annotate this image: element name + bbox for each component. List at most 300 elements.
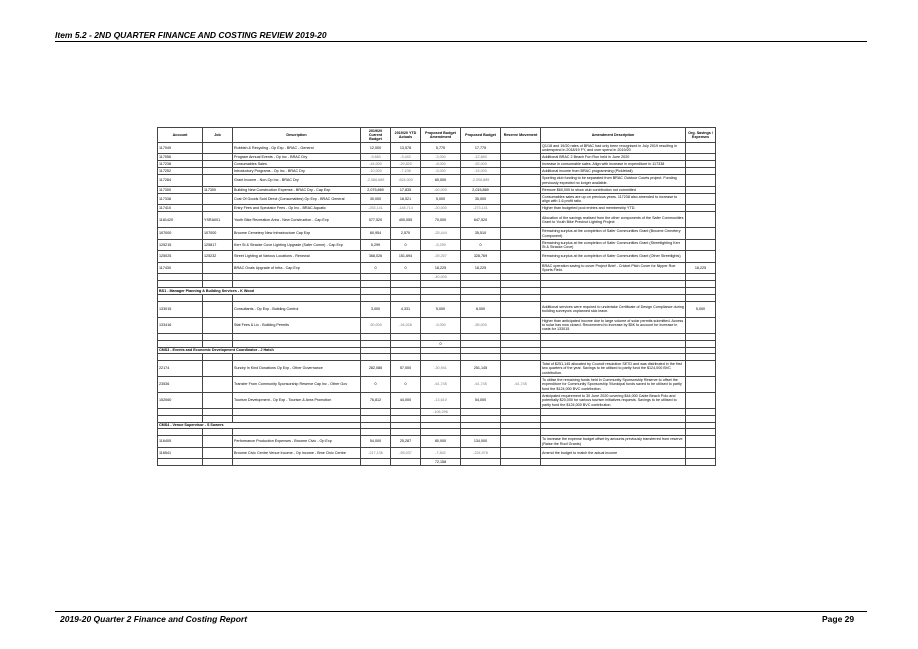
column-header: Reserve Movement — [501, 128, 541, 143]
table-cell: -10,000 — [361, 168, 391, 175]
table-cell: Performance Production Expenses - Broome Civic - Op Exp — [233, 436, 361, 448]
table-cell — [391, 353, 421, 360]
table-cell — [361, 353, 391, 360]
table-cell — [501, 415, 541, 422]
table-row — [158, 301, 716, 317]
table-cell — [203, 262, 233, 274]
table-cell — [391, 274, 421, 281]
table-cell — [501, 333, 541, 340]
table-cell: 116541 — [158, 447, 203, 459]
table-cell — [158, 281, 203, 288]
table-cell — [421, 353, 461, 360]
table-cell: Allocation of the savings realised from the other components of the Safer Communities Grant to Youth Bike Precinct Lighting Project — [541, 212, 686, 228]
section-title: BS1 - Manager Planning & Building Services - K Wood — [158, 288, 361, 294]
table-cell: 134,000 — [461, 436, 501, 448]
table-cell — [461, 408, 501, 415]
table-cell: 251,145 — [461, 360, 501, 376]
table-cell — [501, 205, 541, 212]
table-cell: Sporting club funding to be separated from BRAC Outdoor Courts project. Funding previously expected no longer available. — [541, 175, 686, 187]
table-cell — [391, 415, 421, 422]
table-cell — [501, 340, 541, 347]
table-cell: 30,000 — [361, 193, 391, 205]
table-cell — [391, 429, 421, 436]
page-header-title: Item 5.2 - 2ND QUARTER FINANCE AND COSTING REVIEW 2019-20 — [55, 30, 327, 40]
table-row — [158, 161, 716, 168]
table-cell — [541, 415, 686, 422]
table-cell: 117252 — [158, 168, 203, 175]
table-cell — [501, 317, 541, 333]
table-cell: Broome Cemetery New Infrastructure Cap Exp — [233, 228, 361, 240]
table-cell: -13,610 — [421, 392, 461, 408]
table-cell — [686, 154, 716, 161]
table-cell: 18,521 — [391, 193, 421, 205]
table-cell: -5,000 — [421, 168, 461, 175]
header-rule — [55, 41, 867, 42]
table-cell — [686, 186, 716, 193]
table-cell: -7,842 — [421, 447, 461, 459]
table-cell: 151,694 — [391, 251, 421, 263]
table-cell: Consumables sales are up on previous years. 117238 also amended to increase to align with 1.6 profit ratio. — [541, 193, 686, 205]
footer-report-title: 2019-20 Quarter 2 Finance and Costing Report — [60, 614, 248, 624]
table-cell — [461, 353, 501, 360]
table-cell — [158, 353, 203, 360]
table-cell — [686, 317, 716, 333]
footer-rule — [55, 611, 867, 612]
table-cell — [686, 161, 716, 168]
table-cell: 76,812 — [361, 392, 391, 408]
table-cell — [203, 340, 233, 347]
table-cell: 107000 — [158, 228, 203, 240]
table-cell — [686, 228, 716, 240]
table-cell: 116405 — [158, 436, 203, 448]
table-cell — [686, 175, 716, 187]
table-cell: 2,015,869 — [461, 186, 501, 193]
table-cell: 5,000 — [421, 301, 461, 317]
table-cell — [501, 251, 541, 263]
table-cell: 117300 — [158, 186, 203, 193]
table-cell — [203, 175, 233, 187]
table-cell: Total of $251,145 allocated by Council resolution SE7D and was distributed in the first two quarters of the year. Savings to be utilised to partly fund the $124,000 BVC contribution. — [541, 360, 686, 376]
table-cell: -61,745 — [421, 376, 461, 392]
table-cell — [461, 459, 501, 466]
table-cell — [361, 340, 391, 347]
page-number: Page 29 — [822, 614, 855, 624]
table-cell: 54,000 — [461, 392, 501, 408]
table-cell — [233, 415, 361, 422]
table-cell — [233, 408, 361, 415]
table-cell — [158, 459, 203, 466]
table-cell — [233, 281, 361, 288]
table-cell: 125817 — [203, 239, 233, 251]
table-cell — [501, 294, 541, 301]
table-cell — [541, 459, 686, 466]
table-row — [158, 392, 716, 408]
table-cell — [203, 142, 233, 154]
table-cell — [501, 168, 541, 175]
table-cell — [158, 294, 203, 301]
table-cell: -55,000 — [461, 317, 501, 333]
table-cell — [501, 447, 541, 459]
table-cell: 2,075,869 — [361, 186, 391, 193]
table-cell: 5,000 — [421, 193, 461, 205]
table-cell — [501, 392, 541, 408]
table-cell — [501, 175, 541, 187]
table-cell — [233, 274, 361, 281]
table-cell — [686, 251, 716, 263]
table-row — [158, 251, 716, 263]
table-cell: Consultants - Op Exp - Building Control — [233, 301, 361, 317]
table-cell — [501, 353, 541, 360]
table-cell — [203, 429, 233, 436]
table-cell — [391, 333, 421, 340]
table-cell — [686, 340, 716, 347]
table-row — [158, 175, 716, 187]
table-cell: Transfer From Community Sponsorship Reserve Cap Inc - Other Gov — [233, 376, 361, 392]
table-row — [158, 376, 716, 392]
table-cell — [391, 408, 421, 415]
table-cell: -50,000 — [361, 317, 391, 333]
table-cell — [233, 459, 361, 466]
table-cell: To increase the expense budget offset by amounts previously transferred from reserve (Raise the Roof Grants) — [541, 436, 686, 448]
table-cell — [203, 317, 233, 333]
table-cell — [361, 459, 391, 466]
table-cell — [203, 294, 233, 301]
table-cell: Street Lighting at Various Locations - Renewal — [233, 251, 361, 263]
table-cell: 25,287 — [391, 436, 421, 448]
table-cell: 70,000 — [421, 212, 461, 228]
table-cell: To utilise the remaining funds held in Community Sponsorship Reserve to offset the expenditure for Community Sponsorship 'Municipal funds saved to be utilised to partly fund the $124,000 BVC contribution. — [541, 376, 686, 392]
table-cell: Tourism Development - Op Exp - Tourism & Area Promotion — [233, 392, 361, 408]
table-cell: 577,520 — [361, 212, 391, 228]
table-cell: 80,000 — [421, 436, 461, 448]
table-cell: 133416 — [158, 317, 203, 333]
table-row — [158, 353, 716, 360]
table-cell: 18,225 — [686, 262, 716, 274]
table-cell — [501, 239, 541, 251]
table-cell: 5,000 — [686, 301, 716, 317]
table-cell: 368,026 — [361, 251, 391, 263]
table-cell — [686, 212, 716, 228]
table-row — [158, 436, 716, 448]
table-cell — [233, 294, 361, 301]
table-cell — [501, 301, 541, 317]
table-cell — [203, 392, 233, 408]
table-cell: 107000 — [203, 228, 233, 240]
table-cell: 282,086 — [361, 360, 391, 376]
table-cell: Program Annual Events - Op Inc - BRAC Dry — [233, 154, 361, 161]
table-cell: Remaining surplus at the completion of Safer Communities Grant (Other Streetlights) — [541, 251, 686, 263]
table-cell — [501, 262, 541, 274]
table-row — [158, 142, 716, 154]
table-cell — [461, 274, 501, 281]
table-cell: Additional income from BRAC programming (Pickleball) — [541, 168, 686, 175]
table-cell — [686, 408, 716, 415]
table-cell: -2,066,889 — [361, 175, 391, 187]
table-cell: Remaining surplus at the completion of Safer Communities Grant (Streetlighting Kerr St & Stracke Cove) — [541, 239, 686, 251]
table-cell — [158, 340, 203, 347]
table-cell: Consumables Sales — [233, 161, 361, 168]
table-row — [158, 228, 716, 240]
section-title: CMS4 - Venue Supervisor - S Sowers — [158, 422, 361, 428]
table-cell: -40,000 — [421, 274, 461, 281]
table-cell: 0 — [391, 262, 421, 274]
table-row — [158, 281, 716, 288]
table-cell — [233, 340, 361, 347]
table-cell: Additional services were required to undertake Certificate of Design Compliance during building surveyors unplanned sick leave. — [541, 301, 686, 317]
table-cell: Introductory Programs - Op Inc - BRAC Dry — [233, 168, 361, 175]
table-cell — [461, 340, 501, 347]
table-cell: 22174 — [158, 360, 203, 376]
table-cell — [203, 459, 233, 466]
table-cell — [361, 429, 391, 436]
table-cell: Building New Construction Expense - BRAC Dry - Cap Exp — [233, 186, 361, 193]
table-cell — [541, 429, 686, 436]
table-cell — [461, 333, 501, 340]
table-cell: Kerr St & Stracke Cove Lighting Upgrade (Safer Comm) - Cap Exp — [233, 239, 361, 251]
table-cell — [686, 142, 716, 154]
table-cell — [203, 408, 233, 415]
table-cell: 0 — [361, 262, 391, 274]
table-row — [158, 239, 716, 251]
table-cell — [203, 436, 233, 448]
table-cell: Amend the budget to match the actual income — [541, 447, 686, 459]
table-cell — [686, 447, 716, 459]
table-cell — [361, 274, 391, 281]
table-cell: BRAC operation saving to cover Project Brief - Cricket Pitch Cover for Nipper Roe Sports Field. — [541, 262, 686, 274]
table-row — [158, 360, 716, 376]
table-row — [158, 429, 716, 436]
table-row — [158, 408, 716, 415]
table-cell: -253,141 — [361, 205, 391, 212]
table-cell — [233, 333, 361, 340]
table-cell — [203, 447, 233, 459]
table-cell: 17,775 — [461, 142, 501, 154]
table-cell — [391, 281, 421, 288]
table-cell: BRAC Ovals Upgrade of Infra - Cap Exp — [233, 262, 361, 274]
table-cell — [461, 281, 501, 288]
column-header: 2019/20 YTD Actuals — [391, 128, 421, 143]
table-cell: -5,299 — [421, 239, 461, 251]
table-cell: 35,510 — [461, 228, 501, 240]
table-cell: 72,158 — [421, 459, 461, 466]
table-cell: -624,000 — [391, 175, 421, 187]
table-cell — [686, 168, 716, 175]
table-cell — [686, 459, 716, 466]
table-cell — [421, 294, 461, 301]
table-cell: 647,520 — [461, 212, 501, 228]
table-cell: Cost Of Goods Sold Direct (Consumables) Op Exp - BRAC General — [233, 193, 361, 205]
table-cell: Remove $60,000 to show club contribution not committed — [541, 186, 686, 193]
table-cell — [541, 353, 686, 360]
table-cell — [203, 360, 233, 376]
table-cell — [686, 415, 716, 422]
table-cell — [501, 360, 541, 376]
table-row — [158, 193, 716, 205]
finance-table — [157, 127, 716, 466]
table-cell — [391, 294, 421, 301]
table-cell — [541, 408, 686, 415]
table-cell: -61,745 — [501, 376, 541, 392]
table-cell — [541, 294, 686, 301]
table-cell: Grant Income - Non-Op Inc - BRAC Dry — [233, 175, 361, 187]
table-cell: 328,769 — [461, 251, 501, 263]
table-cell — [361, 415, 391, 422]
table-cell — [203, 205, 233, 212]
table-cell: 117338 — [158, 193, 203, 205]
table-cell: 0 — [391, 239, 421, 251]
table-cell — [686, 239, 716, 251]
table-cell — [421, 429, 461, 436]
column-header: Description — [233, 128, 361, 143]
table-cell: 0 — [421, 340, 461, 347]
table-cell — [501, 408, 541, 415]
table-cell: -15,000 — [461, 168, 501, 175]
table-cell: -106,296 — [421, 408, 461, 415]
table-cell — [501, 228, 541, 240]
table-row — [158, 274, 716, 281]
table-cell: -273,141 — [461, 205, 501, 212]
table-row — [158, 415, 716, 422]
table-cell — [361, 333, 391, 340]
table-cell: 54,000 — [361, 436, 391, 448]
column-header: Proposed Budget — [461, 128, 501, 143]
table-cell: Rubbish & Recycling - Op Exp - BRAC - General — [233, 142, 361, 154]
table-cell: Youth Bike Recreation Area - New Construction - Cap Exp — [233, 212, 361, 228]
table-row — [158, 459, 716, 466]
table-row — [158, 205, 716, 212]
table-cell: 17,835 — [391, 186, 421, 193]
table-cell — [203, 161, 233, 168]
table-cell: Entry Fees and Spectator Fees - Op Inc - BRAC Aquatic — [233, 205, 361, 212]
table-row — [158, 262, 716, 274]
table-row — [158, 333, 716, 340]
table-cell — [501, 142, 541, 154]
table-cell — [501, 274, 541, 281]
table-cell: 44,000 — [391, 392, 421, 408]
table-cell — [158, 429, 203, 436]
table-cell — [501, 429, 541, 436]
table-cell — [203, 376, 233, 392]
table-cell — [686, 392, 716, 408]
table-cell: 400,055 — [391, 212, 421, 228]
table-cell — [203, 353, 233, 360]
table-row — [158, 186, 716, 193]
table-cell — [686, 353, 716, 360]
table-cell — [501, 186, 541, 193]
table-cell — [461, 294, 501, 301]
table-cell: 0 — [391, 376, 421, 392]
table-cell — [686, 274, 716, 281]
table-row — [158, 340, 716, 347]
table-cell: -7,108 — [391, 168, 421, 175]
table-cell — [501, 436, 541, 448]
table-cell — [203, 301, 233, 317]
column-header: Proposed Budget Amendment — [421, 128, 461, 143]
table-cell — [686, 360, 716, 376]
table-cell — [686, 294, 716, 301]
table-cell — [501, 154, 541, 161]
table-cell — [391, 459, 421, 466]
table-cell — [686, 429, 716, 436]
table-cell: -148,714 — [391, 205, 421, 212]
table-cell — [233, 429, 361, 436]
table-cell — [461, 415, 501, 422]
table-cell — [158, 415, 203, 422]
table-cell: Broome Civic Centre Venue Income - Op Income - Bme Civic Centre — [233, 447, 361, 459]
column-header: Org. Savings / Expenses — [686, 128, 716, 143]
table-cell: -61,745 — [461, 376, 501, 392]
table-cell: Increase in consumable sales. Align with increase in expenditure in 117338 — [541, 161, 686, 168]
table-cell — [203, 333, 233, 340]
table-cell: -30,941 — [421, 360, 461, 376]
table-cell: 3,000 — [361, 301, 391, 317]
table-cell — [158, 333, 203, 340]
table-cell: 117049 — [158, 142, 203, 154]
table-row — [158, 294, 716, 301]
table-cell: -217,136 — [361, 447, 391, 459]
table-cell — [158, 408, 203, 415]
table-cell: 117410 — [158, 205, 203, 212]
table-cell — [421, 415, 461, 422]
table-cell: Sundry In Kind Donations Op Exp - Other Governance — [233, 360, 361, 376]
table-cell: -39,257 — [421, 251, 461, 263]
table-cell: Stat Fees & Lic - Building Permits — [233, 317, 361, 333]
table-cell: 117238 — [158, 161, 203, 168]
table-cell — [541, 340, 686, 347]
table-cell: -8,000 — [421, 161, 461, 168]
table-cell — [686, 333, 716, 340]
table-cell — [501, 193, 541, 205]
table-cell — [686, 376, 716, 392]
table-cell — [686, 205, 716, 212]
table-cell: Higher than budgeted pool entries and membership YTD. — [541, 205, 686, 212]
section-title: CMS3 - Events and Economic Development Coordinator - J Hatch — [158, 347, 361, 353]
table-cell — [233, 353, 361, 360]
table-cell: 12,000 — [361, 142, 391, 154]
table-cell: -34,028 — [391, 317, 421, 333]
table-cell — [391, 340, 421, 347]
table-cell: 18,225 — [421, 262, 461, 274]
table-cell — [361, 408, 391, 415]
table-cell: 8,000 — [461, 301, 501, 317]
table-cell — [541, 281, 686, 288]
table-cell — [421, 333, 461, 340]
table-cell: -20,000 — [421, 205, 461, 212]
table-cell — [501, 281, 541, 288]
table-cell: 35,000 — [461, 193, 501, 205]
table-cell: 152060 — [158, 392, 203, 408]
table-row — [158, 317, 716, 333]
table-cell: -52,000 — [461, 161, 501, 168]
table-cell: 23536 — [158, 376, 203, 392]
table-cell — [203, 281, 233, 288]
table-cell: 125232 — [203, 251, 233, 263]
table-cell: -2,006,889 — [461, 175, 501, 187]
table-cell: -12,683 — [461, 154, 501, 161]
table-cell — [203, 193, 233, 205]
table-cell: 125215 — [158, 239, 203, 251]
table-header-row — [158, 128, 716, 143]
table-cell: 125025 — [158, 251, 203, 263]
table-cell: -55,037 — [391, 447, 421, 459]
table-cell — [203, 168, 233, 175]
table-cell — [501, 161, 541, 168]
column-header: Job — [203, 128, 233, 143]
table-row — [158, 154, 716, 161]
table-cell: 117056 — [158, 154, 203, 161]
table-cell: 117300 — [203, 186, 233, 193]
table-cell: 0 — [361, 376, 391, 392]
